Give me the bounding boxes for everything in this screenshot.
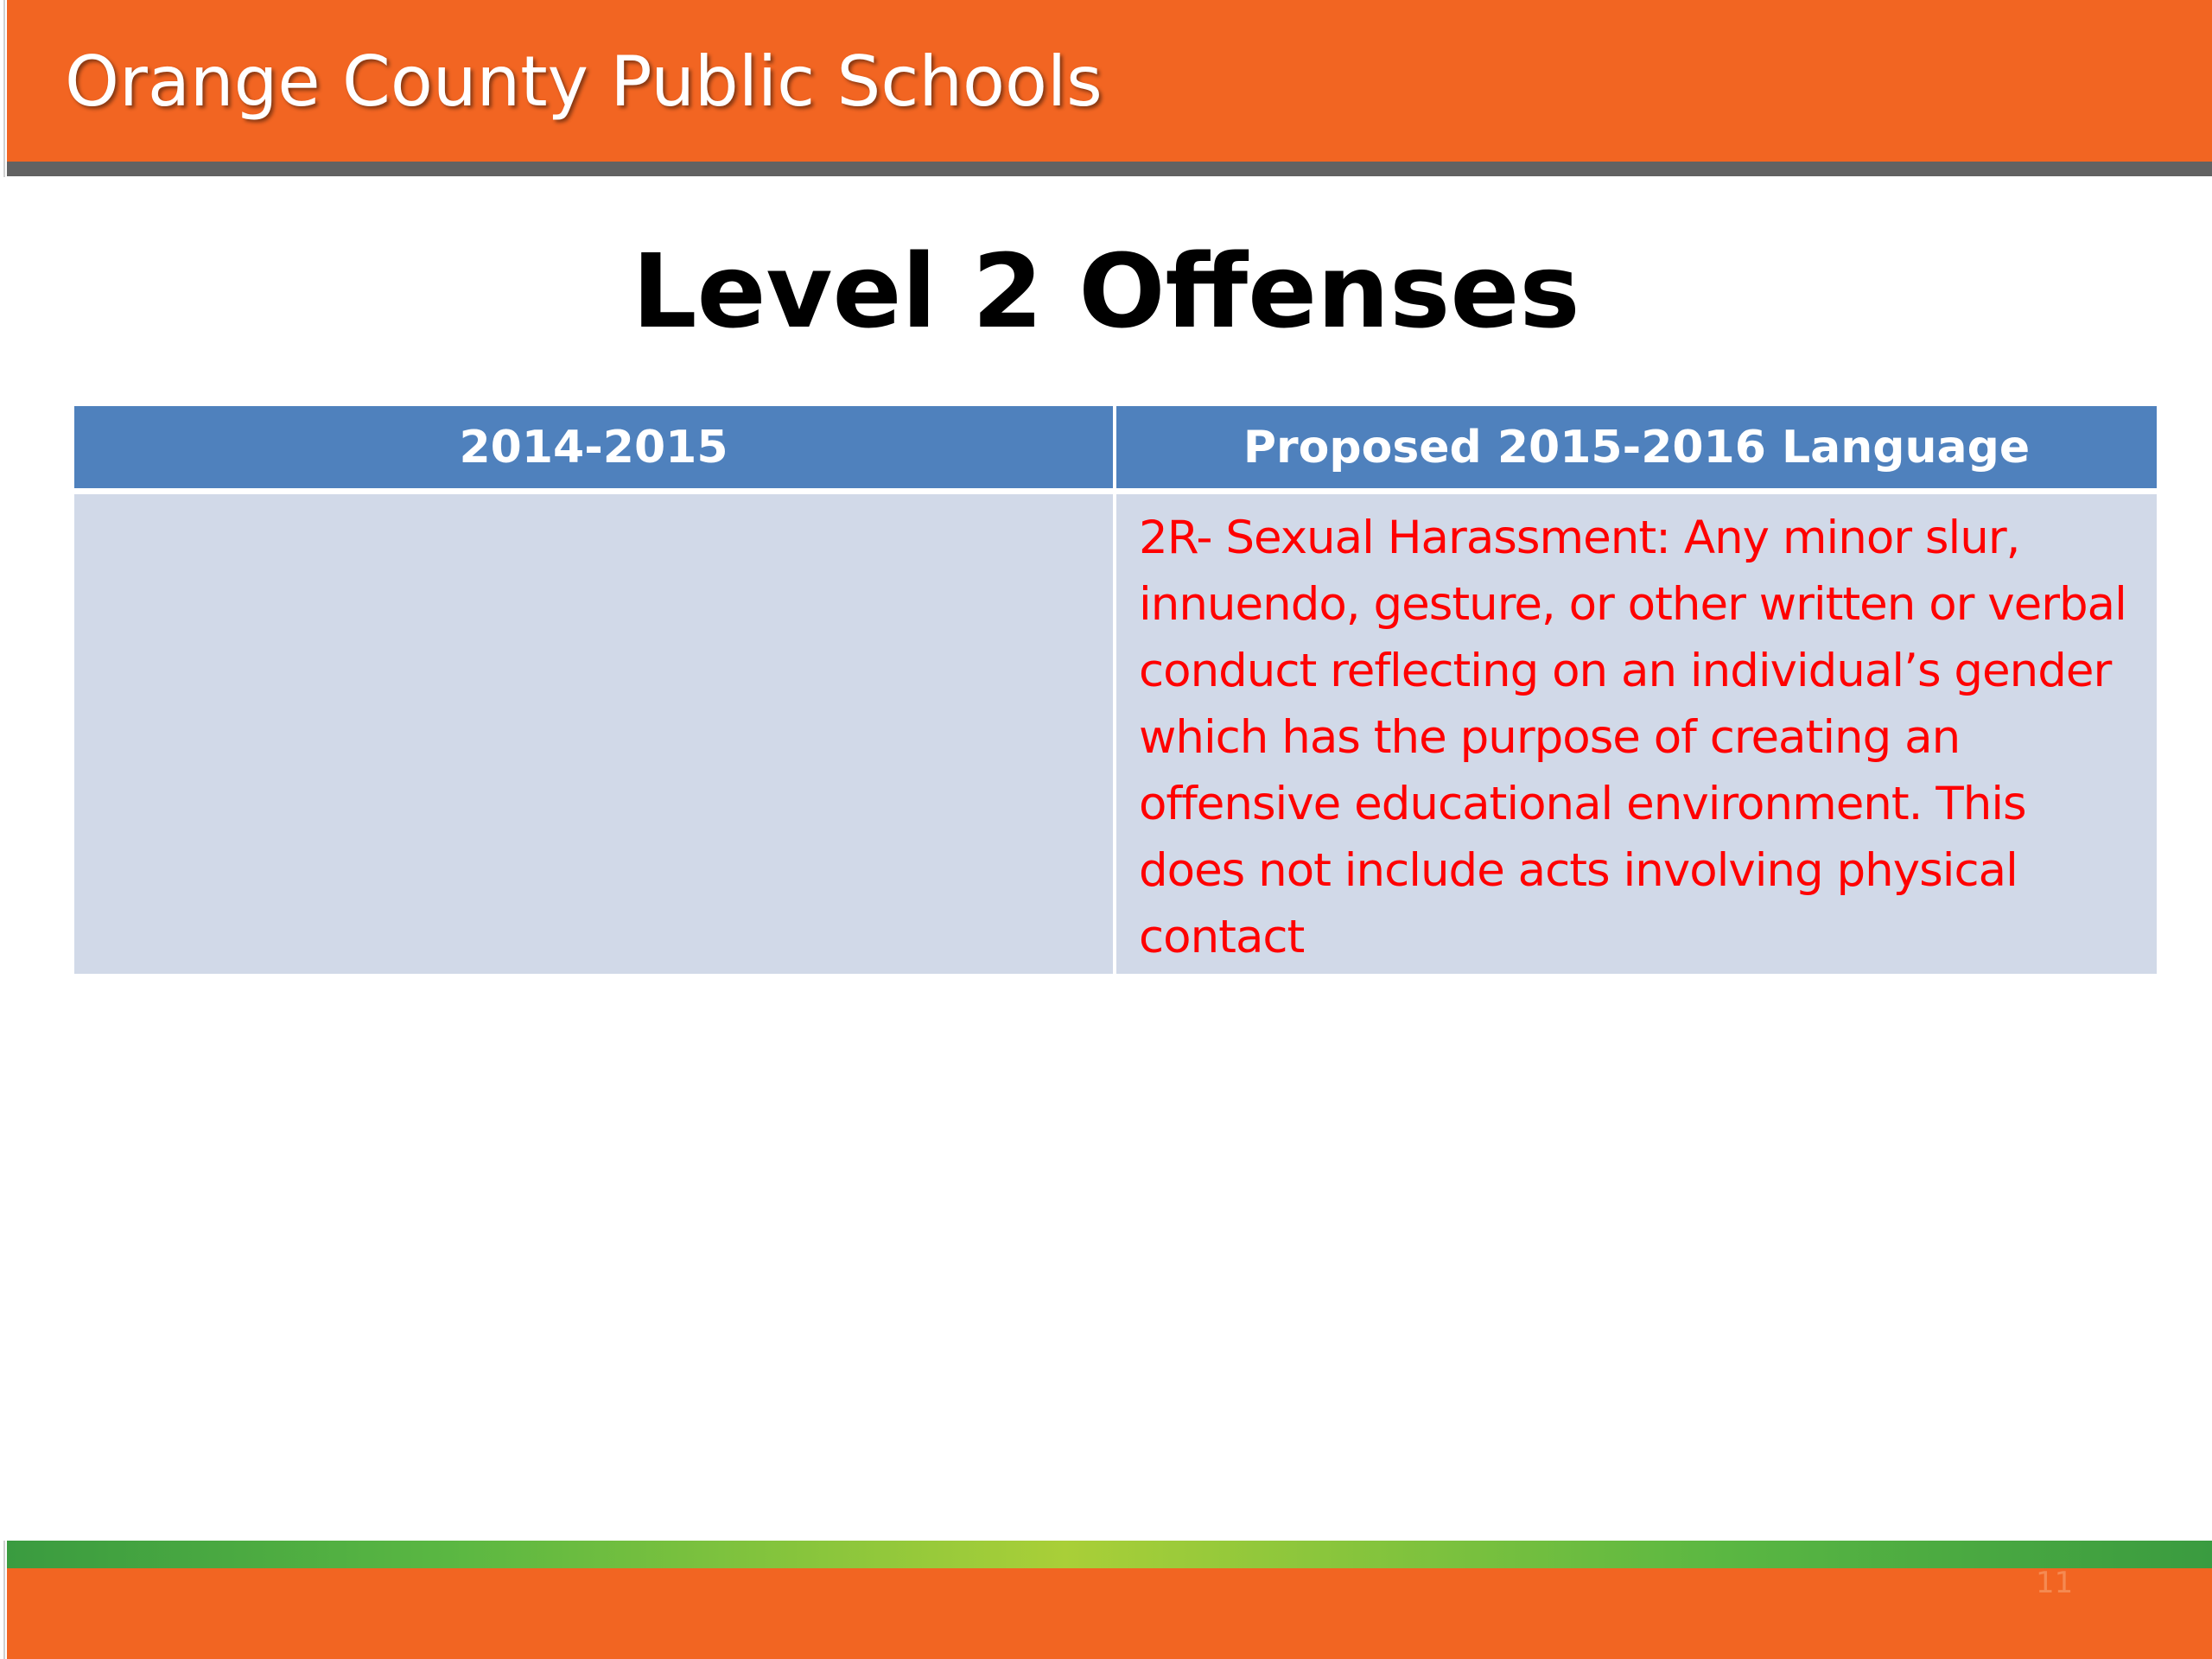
footer-gradient-stripe: [7, 1541, 2212, 1568]
footer-banner: [7, 1568, 2212, 1659]
bottom-left-edge-rule: [0, 1541, 5, 1659]
table-header-row: [74, 406, 2157, 492]
left-edge-rule: [0, 0, 5, 177]
offenses-table: [74, 406, 2157, 974]
column-header-proposed-language: Proposed 2015-2016 Language: [1115, 406, 2157, 492]
cell-proposed-language: [1115, 492, 2157, 975]
page-number: 11: [2036, 1566, 2074, 1600]
proposed-language-text: 2R- Sexual Harassment: Any minor slur, innuendo, gesture, or other written or verbal conduct reflecting on an individual’s gender which has the purpose of creating an offensive educational environment. This does not include acts involving physical contact: [1139, 512, 2126, 963]
top-banner-underline: [7, 162, 2212, 176]
cell-2014-2015: [74, 492, 1115, 975]
org-name: Orange County Public Schools: [65, 41, 1103, 122]
cell-2014-2015-text: [74, 494, 1113, 505]
table-row: [74, 492, 2157, 975]
column-header-2014-2015: 2014-2015: [74, 406, 1115, 492]
slide-title: Level 2 Offenses: [632, 232, 1580, 351]
